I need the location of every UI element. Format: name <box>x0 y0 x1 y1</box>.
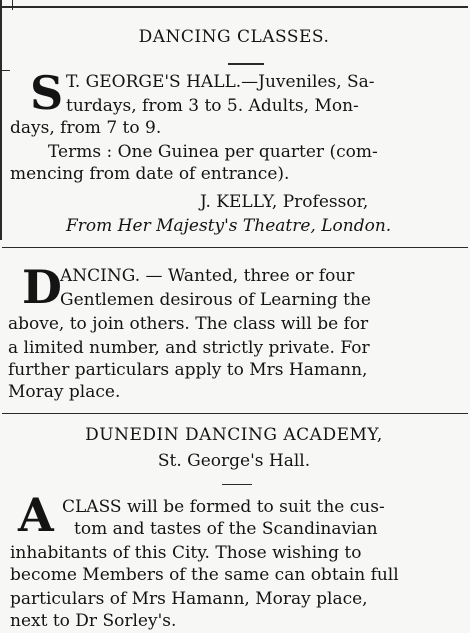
rule-2 <box>2 413 468 414</box>
ad1-line-5: mencing from date of entrance). <box>10 164 290 184</box>
column-divider <box>0 0 2 240</box>
ad1-line-2: turdays, from 3 to 5. Adults, Mon- <box>66 96 359 116</box>
ad2-line-1: ANCING. — Wanted, three or four <box>60 266 355 286</box>
ad1-dropcap: S <box>30 66 64 120</box>
ad2-line-6: Moray place. <box>8 382 121 402</box>
ad1-heading: DANCING CLASSES. <box>138 27 330 47</box>
ad3-line-2: tom and tastes of the Scandinavian <box>74 519 378 539</box>
ad3-line-1: CLASS will be formed to suit the cus- <box>62 497 385 517</box>
ad3-line-4: become Members of the same can obtain full <box>10 565 399 585</box>
ad1-line-3: days, from 7 to 9. <box>10 118 162 138</box>
top-rule <box>2 6 468 8</box>
ad1-line-7: From Her Majesty's Theatre, London. <box>66 216 392 236</box>
ad1-line-6: J. KELLY, Professor, <box>200 192 369 212</box>
ad2-line-3: above, to join others. The class will be for <box>8 314 369 334</box>
rule-1 <box>2 247 468 248</box>
heading-dash <box>228 63 264 65</box>
ad2-line-5: further particulars apply to Mrs Hamann, <box>8 360 368 380</box>
ad2-line-2: Gentlemen desirous of Learning the <box>60 290 371 310</box>
column-divider-tick <box>0 70 10 71</box>
ad3-heading: DUNEDIN DANCING ACADEMY, <box>85 425 383 445</box>
ad2-dropcap: D <box>22 260 62 314</box>
subheading-dash <box>222 484 252 485</box>
ad3-line-5: particulars of Mrs Hamann, Moray place, <box>10 589 368 609</box>
ad3-line-6: next to Dr Sorley's. <box>10 611 177 631</box>
ad1-line-4: Terms : One Guinea per quarter (com- <box>48 142 378 162</box>
ad1-line-1: T. GEORGE'S HALL.—Juveniles, Sa- <box>66 72 375 92</box>
ad3-line-3: inhabitants of this City. Those wishing to <box>10 543 362 563</box>
ad3-subheading: St. George's Hall. <box>157 451 311 471</box>
ad2-line-4: a limited number, and strictly private. For <box>8 338 370 358</box>
ad3-dropcap: A <box>18 488 54 542</box>
